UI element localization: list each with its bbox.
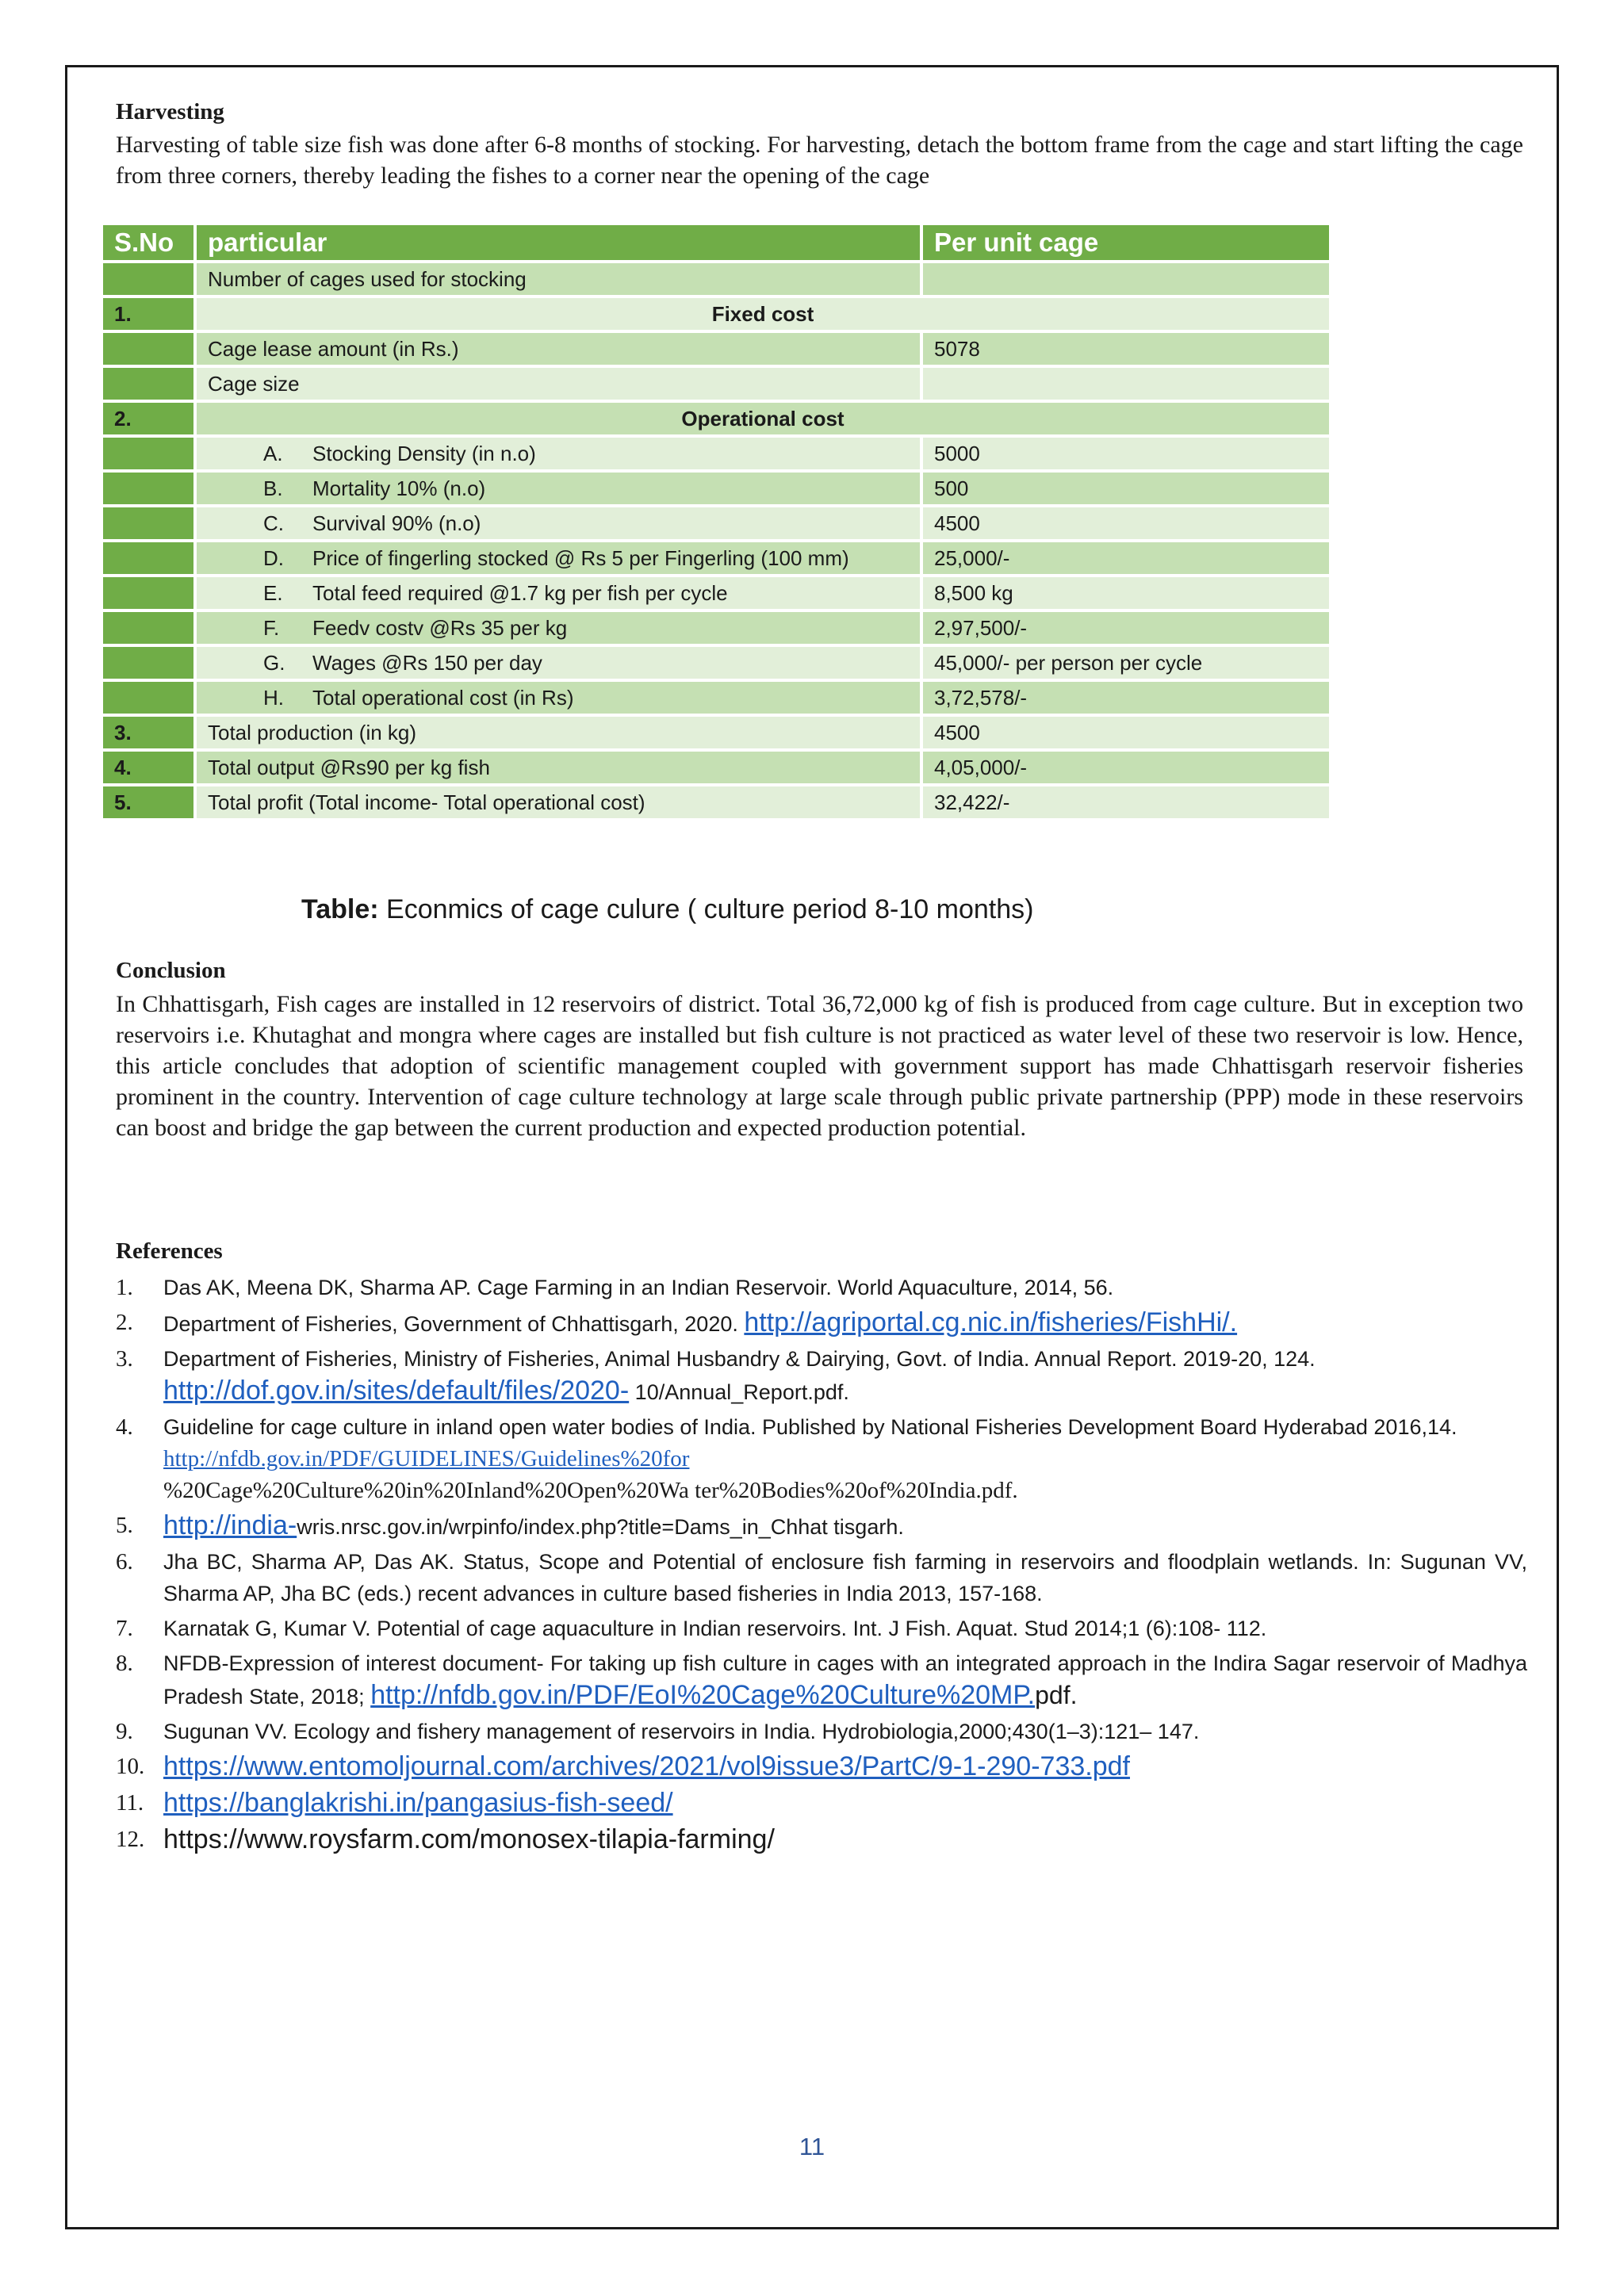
- reference-number: 9.: [116, 1719, 133, 1744]
- harvesting-paragraph: Harvesting of table size fish was done after 6-8 months of stocking. For harvesting, detach the bottom frame from the cage and start lifting the cage from three corners, thereby leading the fishes to a corner near the opening of the cage: [116, 132, 1523, 189]
- value-cell: 5000: [923, 438, 1329, 469]
- reference-text: NFDB-Expression of interest document- For taking up fish culture in cages with an integrated approach in the Indira Sagar reservoir of Madhya Pradesh State, 2018;: [163, 1651, 1527, 1709]
- references-heading: References: [116, 1238, 223, 1264]
- item-letter: E.: [263, 580, 283, 605]
- particular-cell: Cage lease amount (in Rs.): [197, 333, 920, 365]
- table-caption: [301, 894, 1033, 925]
- reference-text: Karnatak G, Kumar V. Potential of cage aquaculture in Indian reservoirs. Int. J Fish. Aquat. Stud 2014;1 (6):108- 112.: [163, 1617, 1267, 1640]
- header-sno: S.No: [103, 225, 193, 260]
- item-text: Stocking Density (in n.o): [312, 441, 536, 465]
- economics-table: [100, 222, 1332, 821]
- reference-item: [116, 1613, 1527, 1644]
- item-text: Wages @Rs 150 per day: [312, 650, 542, 675]
- particular-cell: [197, 682, 920, 714]
- reference-number: 6.: [116, 1549, 133, 1575]
- reference-text: Department of Fisheries, Ministry of Fisheries, Animal Husbandry & Dairying, Govt. of India. Annual Report. 2019-20, 124.: [163, 1347, 1316, 1371]
- sno-cell: 5.: [103, 786, 193, 818]
- reference-link[interactable]: http://nfdb.gov.in/PDF/EoI%20Cage%20Culture%20MP.: [370, 1680, 1036, 1710]
- item-text: Total feed required @1.7 kg per fish per cycle: [312, 580, 728, 605]
- reference-item: [116, 1307, 1527, 1340]
- reference-number: 2.: [116, 1310, 133, 1335]
- reference-item: [116, 1716, 1527, 1747]
- table-row: [103, 786, 1329, 818]
- sno-cell: [103, 612, 193, 644]
- value-cell: 3,72,578/-: [923, 682, 1329, 714]
- item-text: Mortality 10% (n.o): [312, 476, 486, 500]
- reference-link[interactable]: http://agriportal.cg.nic.in/fisheries/FishHi/.: [744, 1307, 1238, 1337]
- item-text: Price of fingerling stocked @ Rs 5 per Fingerling (100 mm): [312, 545, 849, 570]
- table-row-fixed: [103, 298, 1329, 330]
- reference-text: Sugunan VV. Ecology and fishery management of reservoirs in India. Hydrobiologia,2000;430(1–3):121– 147.: [163, 1720, 1200, 1743]
- item-letter: A.: [263, 441, 283, 465]
- fixed-cost-label: Fixed cost: [197, 298, 1329, 330]
- reference-item: [116, 1751, 1527, 1784]
- reference-item: [116, 1546, 1527, 1609]
- particular-cell: [197, 577, 920, 609]
- references-list: [116, 1272, 1527, 1858]
- value-cell: 4,05,000/-: [923, 752, 1329, 783]
- sno-cell: [103, 507, 193, 539]
- reference-item: [116, 1823, 1527, 1855]
- sno-cell: 3.: [103, 717, 193, 748]
- reference-link[interactable]: https://banglakrishi.in/pangasius-fish-seed/: [163, 1788, 673, 1818]
- reference-link[interactable]: http://dof.gov.in/sites/default/files/2020-: [163, 1376, 630, 1406]
- table-row: [103, 752, 1329, 783]
- reference-text: Department of Fisheries, Government of Chhattisgarh, 2020.: [163, 1312, 745, 1336]
- sno-cell: [103, 333, 193, 365]
- conclusion-paragraph: In Chhattisgarh, Fish cages are installed in 12 reservoirs of district. Total 36,72,000 kg of fish is produced from cage culture. But in exception two reservoirs i.e. Khutaghat and mongra where cages are installed but fish culture is not practiced as water level of these two reservoir is low. Hence, this article concludes that adoption of scientific management coupled with government support has made Chhattisgarh reservoir fisheries prominent in the country. Intervention of cage culture technology at large scale through public private partnership (PPP) mode in these reservoirs can boost and bridge the gap between the current production and expected production potential.: [116, 991, 1523, 1141]
- sno-cell: [103, 542, 193, 574]
- table-row: [103, 438, 1329, 469]
- table-row-operational: [103, 403, 1329, 434]
- particular-cell: [197, 647, 920, 679]
- table-row: [103, 577, 1329, 609]
- reference-text: Jha BC, Sharma AP, Das AK. Status, Scope and Potential of enclosure fish farming in reservoirs and floodplain wetlands. In: Sugunan VV, Sharma AP, Jha BC (eds.) recent advances in culture based fisheries in India 2013, 157-168.: [163, 1550, 1527, 1605]
- caption-prefix: Table:: [301, 894, 379, 924]
- value-cell: 8,500 kg: [923, 577, 1329, 609]
- table-header-row: [103, 225, 1329, 260]
- reference-item: [116, 1272, 1527, 1303]
- item-text: Total operational cost (in Rs): [312, 685, 574, 710]
- reference-number: 11.: [116, 1790, 144, 1816]
- value-cell: [923, 263, 1329, 295]
- header-particular: particular: [197, 225, 920, 260]
- reference-item: [116, 1787, 1527, 1820]
- reference-link[interactable]: http://nfdb.gov.in/PDF/GUIDELINES/Guidelines%20for: [163, 1446, 690, 1471]
- sno-cell: 1.: [103, 298, 193, 330]
- reference-tail: %20Cage%20Culture%20in%20Inland%20Open%20Wa ter%20Bodies%20of%20India.pdf.: [163, 1478, 1018, 1503]
- particular-cell: Number of cages used for stocking: [197, 263, 920, 295]
- value-cell: 5078: [923, 333, 1329, 365]
- particular-cell: [197, 507, 920, 539]
- reference-link[interactable]: http://india-: [163, 1510, 297, 1540]
- table-row: [103, 612, 1329, 644]
- value-cell: 32,422/-: [923, 786, 1329, 818]
- table-row: [103, 647, 1329, 679]
- value-cell: 2,97,500/-: [923, 612, 1329, 644]
- reference-text: https://www.roysfarm.com/monosex-tilapia-farming/: [163, 1824, 775, 1854]
- operational-cost-label: Operational cost: [197, 403, 1329, 434]
- table-row: [103, 717, 1329, 748]
- table-row: [103, 473, 1329, 504]
- sno-cell: [103, 647, 193, 679]
- value-cell: [923, 368, 1329, 400]
- particular-cell: Total profit (Total income- Total operational cost): [197, 786, 920, 818]
- reference-item: [116, 1647, 1527, 1712]
- table-row: [103, 542, 1329, 574]
- reference-item: [116, 1510, 1527, 1543]
- sno-cell: 4.: [103, 752, 193, 783]
- conclusion-heading: Conclusion: [116, 958, 226, 983]
- reference-tail: pdf.: [1035, 1681, 1078, 1709]
- harvesting-heading: Harvesting: [116, 99, 224, 124]
- value-cell: 500: [923, 473, 1329, 504]
- value-cell: 4500: [923, 717, 1329, 748]
- sno-cell: 2.: [103, 403, 193, 434]
- table-row: [103, 682, 1329, 714]
- reference-item: [116, 1343, 1527, 1408]
- reference-text: Das AK, Meena DK, Sharma AP. Cage Farming in an Indian Reservoir. World Aquaculture, 2014, 56.: [163, 1276, 1114, 1299]
- header-per-unit: Per unit cage: [923, 225, 1329, 260]
- reference-number: 10.: [116, 1754, 145, 1779]
- particular-cell: [197, 473, 920, 504]
- particular-cell: Total production (in kg): [197, 717, 920, 748]
- item-letter: C.: [263, 511, 284, 535]
- table-row: [103, 368, 1329, 400]
- sno-cell: [103, 473, 193, 504]
- particular-cell: [197, 542, 920, 574]
- value-cell: 45,000/- per person per cycle: [923, 647, 1329, 679]
- value-cell: 4500: [923, 507, 1329, 539]
- item-text: Survival 90% (n.o): [312, 511, 481, 535]
- item-letter: D.: [263, 545, 284, 570]
- reference-number: 12.: [116, 1827, 145, 1852]
- reference-text: Guideline for cage culture in inland open water bodies of India. Published by National Fisheries Development Board Hyderabad 2016,14.: [163, 1415, 1457, 1439]
- sno-cell: [103, 368, 193, 400]
- table-row: [103, 263, 1329, 295]
- item-letter: B.: [263, 476, 283, 500]
- reference-number: 3.: [116, 1346, 133, 1372]
- reference-number: 5.: [116, 1513, 133, 1538]
- reference-number: 8.: [116, 1651, 133, 1676]
- caption-text: Econmics of cage culure ( culture period 8-10 months): [378, 894, 1034, 924]
- sno-cell: [103, 682, 193, 714]
- table-row: [103, 333, 1329, 365]
- sno-cell: [103, 438, 193, 469]
- particular-cell: [197, 438, 920, 469]
- sno-cell: [103, 577, 193, 609]
- reference-link[interactable]: https://www.entomoljournal.com/archives/2021/vol9issue3/PartC/9-1-290-733.pdf: [163, 1751, 1130, 1781]
- page-number: 11: [799, 2133, 825, 2160]
- reference-number: 4.: [116, 1414, 133, 1440]
- item-text: Feedv costv @Rs 35 per kg: [312, 615, 568, 640]
- reference-number: 1.: [116, 1275, 133, 1300]
- sno-cell: [103, 263, 193, 295]
- reference-tail: 10/Annual_Report.pdf.: [629, 1380, 849, 1404]
- item-letter: H.: [263, 685, 284, 710]
- reference-number: 7.: [116, 1616, 133, 1641]
- reference-tail: wris.nrsc.gov.in/wrpinfo/index.php?title=Dams_in_Chhat tisgarh.: [297, 1515, 904, 1539]
- item-letter: F.: [263, 615, 280, 640]
- particular-cell: [197, 612, 920, 644]
- particular-cell: Total output @Rs90 per kg fish: [197, 752, 920, 783]
- reference-item: [116, 1411, 1527, 1506]
- item-letter: G.: [263, 650, 285, 675]
- table-row: [103, 507, 1329, 539]
- value-cell: 25,000/-: [923, 542, 1329, 574]
- particular-cell: Cage size: [197, 368, 920, 400]
